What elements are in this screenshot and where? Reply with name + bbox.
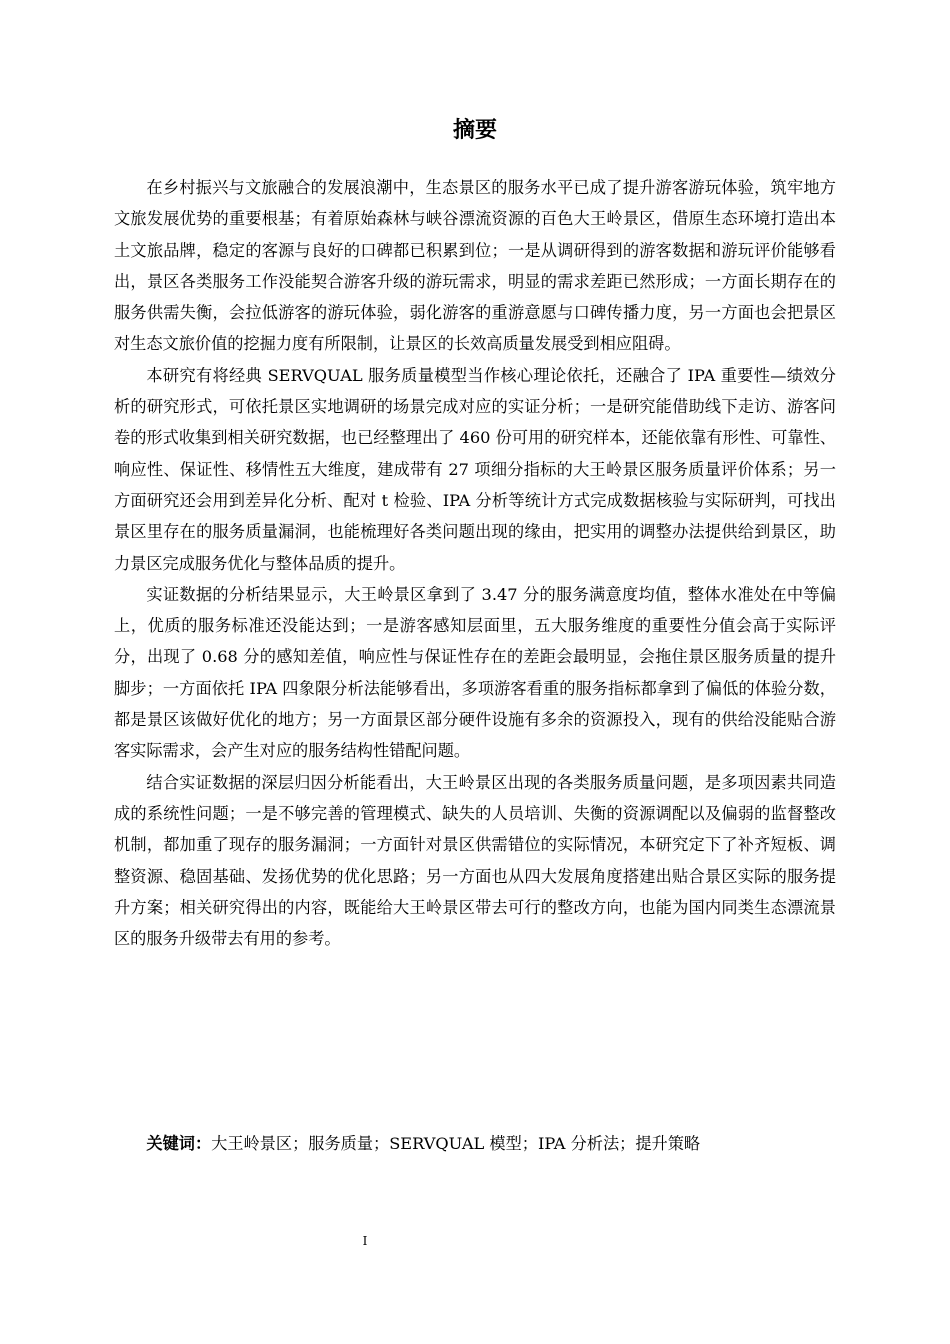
- abstract-paragraph-1: 在乡村振兴与文旅融合的发展浪潮中，生态景区的服务水平已成了提升游客游玩体验，筑牢地方文旅发展优势的重要根基；有着原始森林与峡谷漂流资源的百色大王岭景区，借原生态环境打造出本土文旅品牌，稳定的客源与良好的口碑都已积累到位；一是从调研得到的游客数据和游玩评价能够看出，景区各类服务工作没能契合游客升级的游玩需求，明显的需求差距已然形成；一方面长期存在的服务供需失衡，会拉低游客的游玩体验，弱化游客的重游意愿与口碑传播力度，另一方面也会把景区对生态文旅价值的挖掘力度有所限制，让景区的长效高质量发展受到相应阻碍。: [114, 178, 836, 354]
- abstract-body: [114, 172, 836, 954]
- abstract-paragraph-2: 本研究有将经典 SERVQUAL 服务质量模型当作核心理论依托，还融合了 IPA 重要性—绩效分析的研究形式，可依托景区实地调研的场景完成对应的实证分析；一是研究能借助线下走访、游客问卷的形式收集到相关研究数据，也已经整理出了 460 份可用的研究样本，还能依靠有形性、可靠性、响应性、保证性、移情性五大维度，建成带有 27 项细分指标的大王岭景区服务质量评价体系；另一方面研究还会用到差异化分析、配对 t 检验、IPA 分析等统计方式完成数据核验与实际研判，可找出景区里存在的服务质量漏洞，也能梳理好各类问题出现的缘由，把实用的调整办法提供给到景区，助力景区完成服务优化与整体品质的提升。: [114, 365, 836, 573]
- page-title: 摘要: [452, 118, 497, 143]
- abstract-paragraph-3: 实证数据的分析结果显示，大王岭景区拿到了 3.47 分的服务满意度均值，整体水准处在中等偏上，优质的服务标准还没能达到；一是游客感知层面里，五大服务维度的重要性分值会高于实际评分，出现了 0.68 分的感知差值，响应性与保证性存在的差距会最明显，会拖住景区服务质量的提升脚步；一方面依托 IPA 四象限分析法能够看出，多项游客看重的服务指标都拿到了偏低的体验分数，都是景区该做好优化的地方；另一方面景区部分硬件设施有多余的资源投入，现有的供给没能贴合游客实际需求，会产生对应的服务结构性错配问题。: [114, 584, 836, 761]
- abstract-paragraph-4: 结合实证数据的深层归因分析能看出，大王岭景区出现的各类服务质量问题，是多项因素共同造成的系统性问题；一是不够完善的管理模式、缺失的人员培训、失衡的资源调配以及偏弱的监督整改机制，都加重了现存的服务漏洞；一方面针对景区供需错位的实际情况，本研究定下了补齐短板、调整资源、稳固基础、发扬优势的优化思路；另一方面也从四大发展角度搭建出贴合景区实际的服务提升方案；相关研究得出的内容，既能给大王岭景区带去可行的整改方向，也能为国内同类生态漂流景区的服务升级带去有用的参考。: [114, 772, 836, 949]
- keywords-line: [114, 1128, 836, 1159]
- keywords-text: 大王岭景区；服务质量；SERVQUAL 模型；IPA 分析法；提升策略: [211, 1134, 701, 1153]
- keywords-label: 关键词：: [146, 1134, 212, 1153]
- page-number: I: [362, 1234, 368, 1248]
